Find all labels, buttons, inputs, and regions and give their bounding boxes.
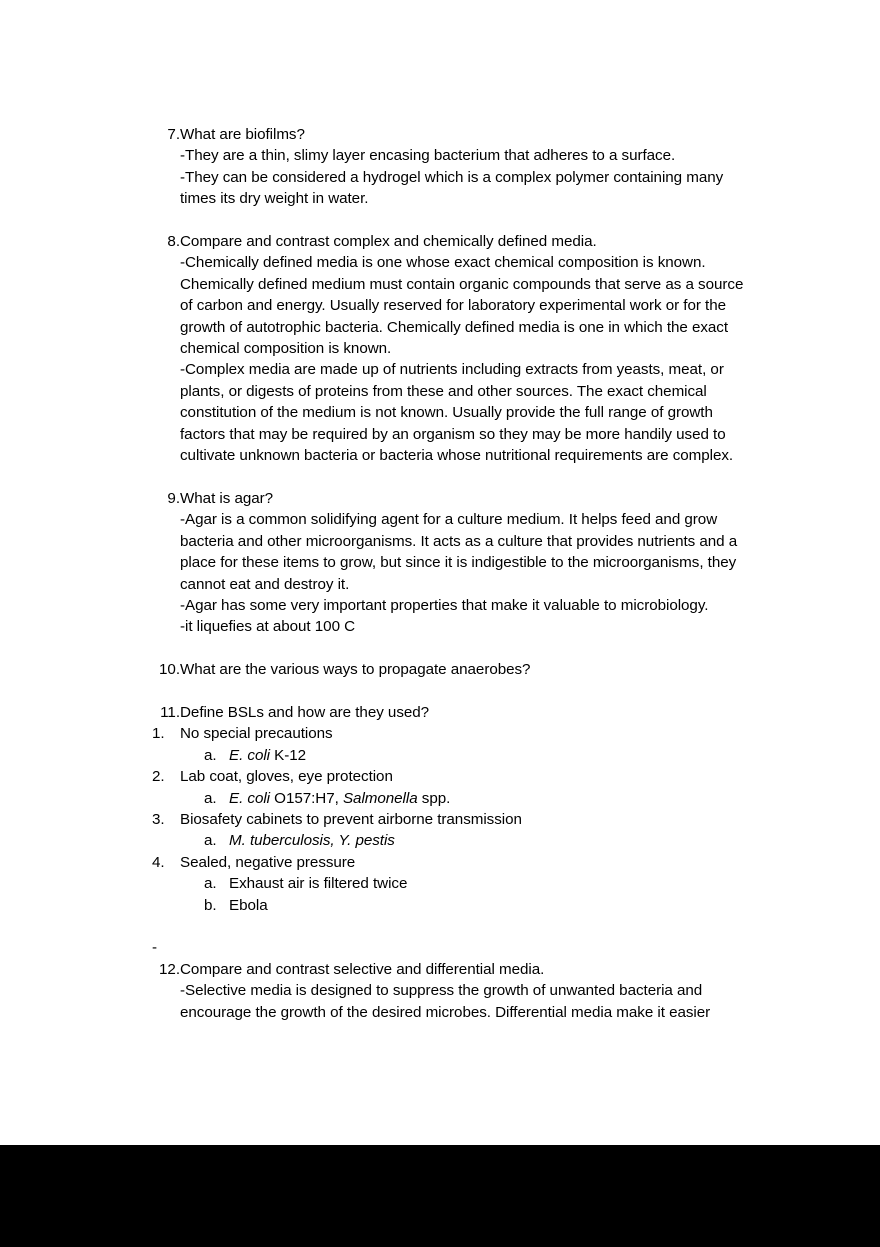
- bsl-sub-number: b.: [204, 896, 217, 914]
- organism-name: M. tuberculosis, Y. pestis: [229, 832, 395, 850]
- bsl-level-label: No special precautions: [180, 725, 333, 743]
- bsl-level-item: [152, 809, 752, 830]
- sub-text-fragment: O157:H7,: [270, 789, 343, 807]
- question-line: -it liquefies at about 100 C: [180, 618, 356, 636]
- question-item: [152, 959, 752, 1023]
- question-line: What is agar?: [180, 489, 274, 507]
- spacer: [152, 916, 752, 937]
- question-line: Compare and contrast selective and differential media.: [180, 960, 545, 978]
- document-text-column: [152, 124, 752, 1023]
- bsl-sub-text: [229, 873, 752, 894]
- question-body: [180, 124, 752, 210]
- bsl-level-number: 4.: [152, 853, 165, 871]
- sub-text-fragment: spp.: [417, 789, 451, 807]
- bsl-level-number: 3.: [152, 810, 165, 828]
- question-number: 11.: [160, 703, 180, 721]
- bsl-sub-item: [152, 873, 752, 894]
- question-number: 9.: [167, 489, 180, 507]
- sub-text-fragment: Ebola: [229, 896, 268, 914]
- question-line: What are biofilms?: [180, 126, 305, 143]
- bsl-sub-text: [229, 895, 752, 916]
- bsl-level-item: [152, 852, 752, 873]
- numbered-questions-region: [152, 124, 752, 723]
- bsl-sub-number: a.: [204, 832, 217, 850]
- question-line: -Selective media is designed to suppress the growth of unwanted bacteria and encourage the growth of the desired microbes. Differential media make it easier: [180, 982, 711, 1021]
- question-line: -Agar is a common solidifying agent for a culture medium. It helps feed and grow bacteria and other microorganisms. It acts as a culture that provides nutrients and a place for these items to grow, but since it is indigestible to the microorganisms, they cannot eat and destroy it.: [180, 511, 742, 593]
- spacer: [152, 210, 752, 231]
- bsl-nested-list: [152, 723, 752, 916]
- question-item: [152, 659, 752, 680]
- spacer: [152, 681, 752, 702]
- organism-name: E. coli: [229, 746, 271, 764]
- question-number: 8.: [167, 233, 180, 251]
- spacer: [152, 466, 752, 487]
- question-line: -Chemically defined media is one whose exact chemical composition is known. Chemically defined medium must contain organic compounds that serve as a source of carbon and energy. Usually reserved for laboratory experimental work or for the growth of autotrophic bacteria. Chemically defined media is one in which the exact chemical composition is known.: [180, 254, 748, 358]
- question-body: [180, 959, 752, 1023]
- organism-name: E. coli: [229, 789, 271, 807]
- spacer: [152, 638, 752, 659]
- question-line: -Agar has some very important properties that make it valuable to microbiology.: [180, 596, 709, 614]
- question-body: [180, 488, 752, 638]
- question-body: [180, 702, 752, 723]
- question-line: -They can be considered a hydrogel which is a complex polymer containing many times its dry weight in water.: [180, 168, 728, 208]
- bsl-sub-text: [229, 788, 752, 809]
- bsl-sub-number: a.: [204, 746, 217, 764]
- bsl-sub-text: [229, 830, 752, 851]
- sub-text-fragment: K-12: [270, 746, 307, 764]
- bsl-sub-item: [152, 788, 752, 809]
- question-line: Define BSLs and how are they used?: [180, 703, 430, 721]
- question-body: [180, 659, 752, 680]
- bsl-level-label: Biosafety cabinets to prevent airborne transmission: [180, 810, 522, 828]
- stray-dash-line: -: [152, 939, 158, 957]
- bsl-level-item: [152, 723, 752, 744]
- bsl-sub-item: [152, 895, 752, 916]
- question-item: [152, 231, 752, 466]
- question-item: [152, 488, 752, 638]
- bsl-sub-item: [152, 830, 752, 851]
- bsl-level-label: Sealed, negative pressure: [180, 853, 356, 871]
- question-item: [152, 124, 752, 210]
- bottom-black-bar: [0, 1145, 880, 1247]
- question-line: -They are a thin, slimy layer encasing bacterium that adheres to a surface.: [180, 147, 676, 165]
- organism-name: Salmonella: [342, 789, 418, 807]
- question-number: 12.: [159, 960, 180, 978]
- bsl-level-item: [152, 766, 752, 787]
- question-item: [152, 702, 752, 723]
- question-line: What are the various ways to propagate anaerobes?: [180, 661, 531, 679]
- bsl-level-number: 1.: [152, 725, 165, 743]
- question-number: 7.: [167, 126, 180, 143]
- bsl-level-number: 2.: [152, 768, 165, 786]
- question-body: [180, 231, 752, 466]
- bsl-sub-item: [152, 745, 752, 766]
- bsl-sub-number: a.: [204, 875, 217, 893]
- bsl-level-label: Lab coat, gloves, eye protection: [180, 768, 393, 786]
- sub-text-fragment: Exhaust air is filtered twice: [229, 875, 408, 893]
- question-line: Compare and contrast complex and chemically defined media.: [180, 233, 597, 251]
- final-question-region: [152, 959, 752, 1023]
- bsl-sub-number: a.: [204, 789, 217, 807]
- bsl-sub-text: [229, 745, 752, 766]
- question-line: -Complex media are made up of nutrients including extracts from yeasts, meat, or plants, or digests of proteins from these and other sources. The exact chemical constitution of the medium is not known. Usually provide the full range of growth factors that may be required by an organism so they may be more handily used to cultivate unknown bacteria or bacteria whose nutritional requirements are complex.: [180, 361, 734, 465]
- question-number: 10.: [159, 661, 180, 679]
